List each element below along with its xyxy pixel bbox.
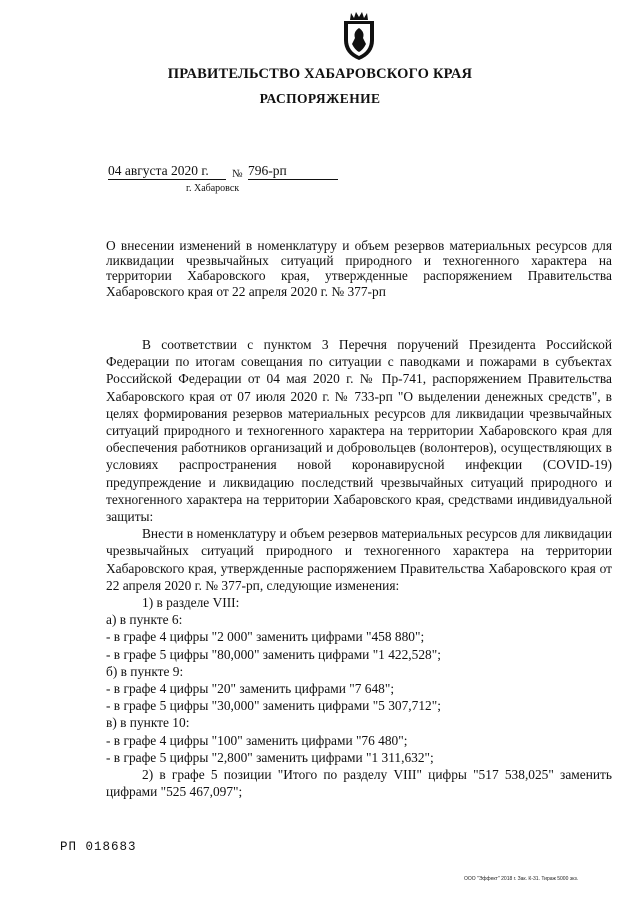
amendment-item: - в графе 5 цифры "80,000" заменить цифрами "1 422,528"; [106, 646, 441, 662]
khabarovsk-emblem-icon [341, 10, 377, 62]
amendment-item: б) в пункте 9: [106, 663, 184, 679]
decree-paragraph: Внести в номенклатуру и объем резервов материальных ресурсов для ликвидации чрезвычайных ситуаций природного и техногенного характера на территории Хабаровского края, утвержденные распоряжением Правительства Хабаровского края от 22 апреля 2020 г. № 377-рп, следующие изменения: [106, 526, 612, 593]
amendment-item: 2) в графе 5 позиции "Итого по разделу VIII" цифры "517 538,025" заменить цифрами "525 467,097"; [106, 767, 612, 800]
document-type: РАСПОРЯЖЕНИЕ [259, 91, 381, 106]
preamble-paragraph: В соответствии с пунктом 3 Перечня поручений Президента Российской Федерации по итогам совещания по ситуации с паводками и пожарами в субъектах Российской Федерации от 04 мая 2020 г. № Пр-741, распоряжением Правительства Хабаровского края от 07 июля 2020 г. № 733-рп "О выделении денежных средств", в целях формирования резервов материальных ресурсов для ликвидации чрезвычайных ситуаций природного и техногенного характера на территории Хабаровского края для обеспечения работников организаций и добровольцев (волонтеров), осуществляющих в условиях распространения новой коронавирусной инфекции (COVID-19) предупреждение и ликвидацию последствий чрезвычайных ситуаций природного и техногенного характера на территории Хабаровского края, средствами индивидуальной защиты: [106, 337, 612, 525]
document-number: 796-рп [248, 163, 338, 180]
serial-number: РП 018683 [60, 840, 137, 854]
document-subject: О внесении изменений в номенклатуру и объем резервов материальных ресурсов для ликвидации чрезвычайных ситуаций природного и техногенного характера на территории Хабаровского края, утвержденные распоряжением Правительства Хабаровского края от 22 апреля 2020 г. № 377-рп [106, 238, 612, 299]
amendment-item: 1) в разделе VIII: [142, 595, 240, 611]
document-city: г. Хабаровск [186, 183, 240, 194]
organization-title: ПРАВИТЕЛЬСТВО ХАБАРОВСКОГО КРАЯ [167, 66, 473, 82]
amendment-item: в) в пункте 10: [106, 715, 190, 731]
document-date: 04 августа 2020 г. [108, 163, 226, 180]
document-body [106, 336, 612, 800]
amendment-item: а) в пункте 6: [106, 612, 183, 628]
amendment-item: - в графе 4 цифры "2 000" заменить цифрами "458 880"; [106, 629, 425, 645]
printer-imprint: ООО "Эффект" 2018 г. Зак. К-31. Тираж 5000 экз. [464, 876, 579, 882]
amendment-item: - в графе 4 цифры "100" заменить цифрами "76 480"; [106, 732, 408, 748]
amendment-item: - в графе 5 цифры "2,800" заменить цифрами "1 311,632"; [106, 749, 434, 765]
amendment-list [106, 594, 612, 800]
amendment-item: - в графе 5 цифры "30,000" заменить цифрами "5 307,712"; [106, 698, 441, 714]
amendment-item: - в графе 4 цифры "20" заменить цифрами "7 648"; [106, 681, 395, 697]
number-sign: № [232, 168, 243, 180]
